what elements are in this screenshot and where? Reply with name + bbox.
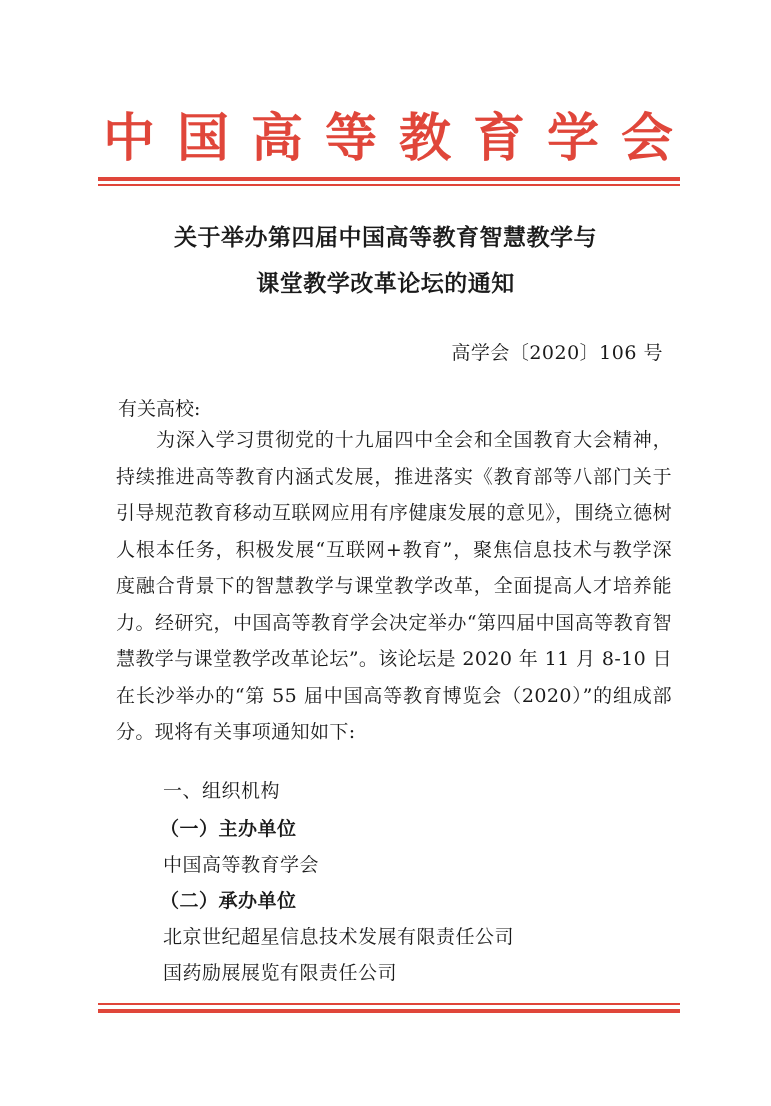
letterhead-char: 中 [102, 108, 155, 169]
document-title-line2: 课堂教学改革论坛的通知 [256, 270, 515, 297]
letterhead-char: 教 [398, 108, 451, 169]
subsection-heading-host: （一）主办单位 [160, 818, 297, 840]
letterhead-char: 会 [620, 108, 673, 169]
document-number: 高学会〔2020〕106 号 [451, 342, 663, 364]
letterhead-char: 育 [472, 108, 525, 169]
header-divider-thick [98, 177, 680, 181]
body-paragraph: 为深入学习贯彻党的十九届四中全会和全国教育大会精神，持续推进高等教育内涵式发展，推进落实《教育部等八部门关于引导规范教育移动互联网应用有序健康发展的意见》，围绕立德树人根本任务，积极发展“互联网+教育”，聚焦信息技术与教学深度融合背景下的智慧教学与课堂教学改革，全面提高人才培养能力。经研究，中国高等教育学会决定举办“第四届中国高等教育智慧教学与课堂教学改革论坛”。该论坛是 2020 年 11 月 8-10 日在长沙举办的“第 55 届中国高等教育博览会（2020）”的组成部分。现将有关事项通知如下: [116, 429, 672, 743]
footer-divider-thin [98, 1003, 680, 1005]
organizer-item: 国药励展展览有限责任公司 [163, 962, 398, 984]
salutation: 有关高校: [118, 398, 201, 420]
organizer-item: 北京世纪超星信息技术发展有限责任公司 [163, 926, 515, 948]
footer-divider-thick [98, 1009, 680, 1013]
letterhead-char: 国 [176, 108, 229, 169]
letterhead-char: 高 [250, 108, 303, 169]
header-divider-thin [98, 184, 680, 186]
letterhead-char: 学 [546, 108, 599, 169]
letterhead-char: 等 [324, 108, 377, 169]
section-heading: 一、组织机构 [163, 780, 281, 802]
subsection-heading-organizer: （二）承办单位 [160, 890, 297, 912]
organization-letterhead [96, 104, 680, 174]
host-organization: 中国高等教育学会 [163, 854, 320, 876]
document-title-line1: 关于举办第四届中国高等教育智慧教学与 [174, 224, 597, 251]
